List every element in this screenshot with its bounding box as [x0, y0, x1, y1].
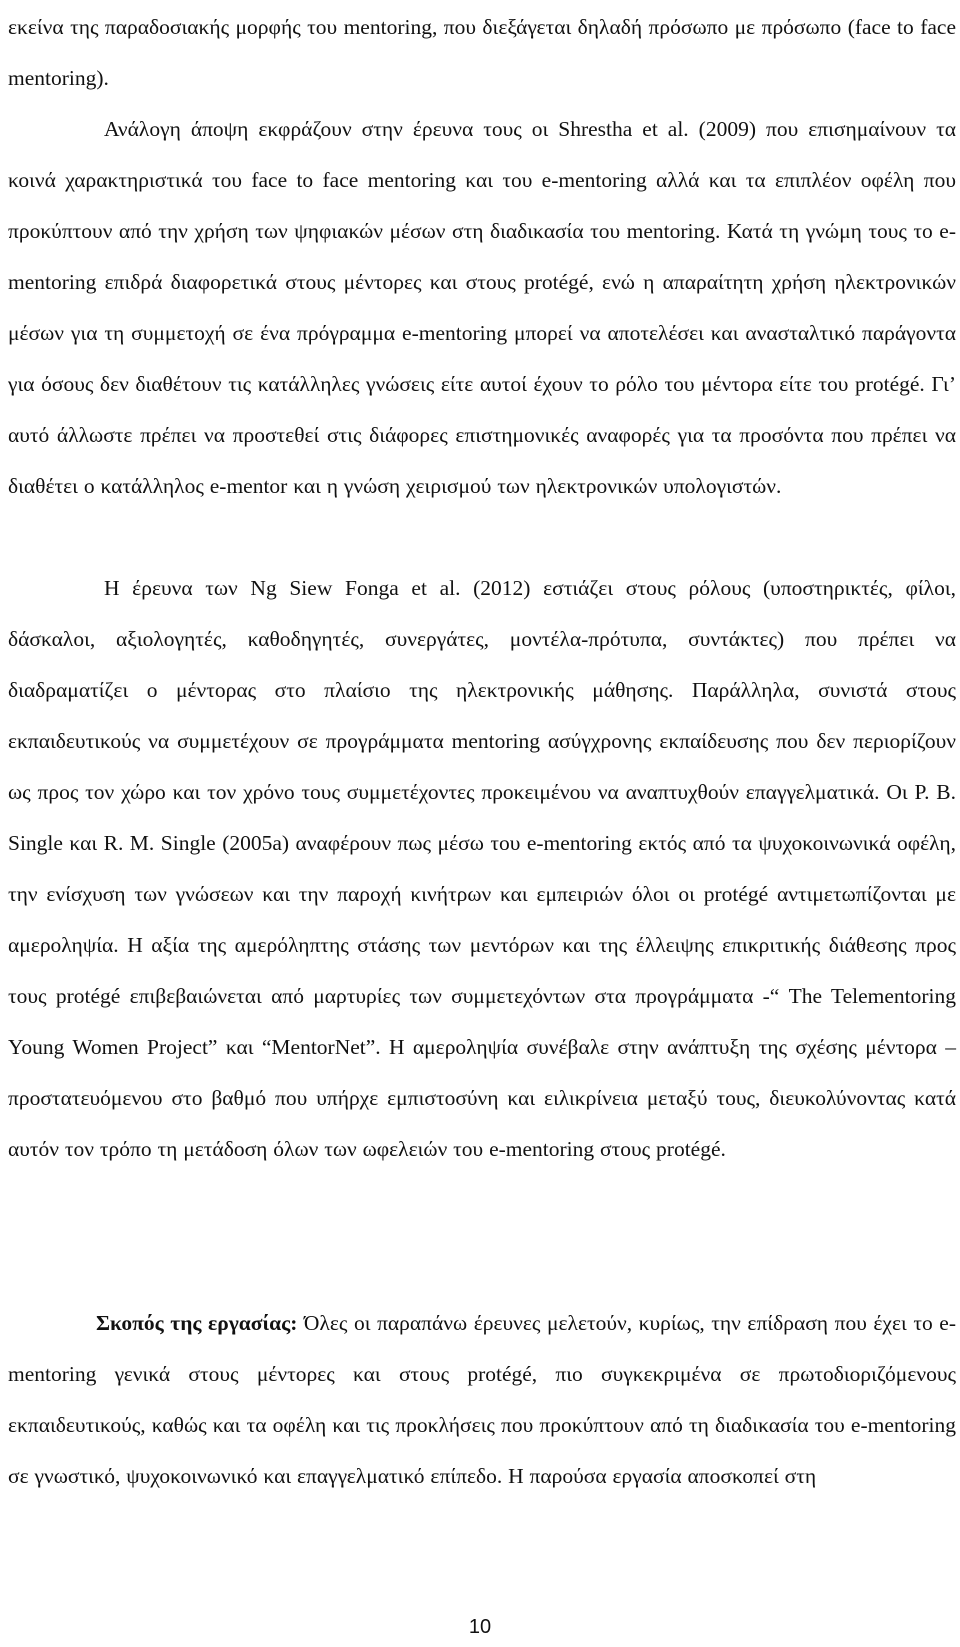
purpose-body: Όλες οι παραπάνω έρευνες μελετούν, κυρίως, την επίδραση που έχει το e-mentoring γενικά στους μέντορες και στους protégé, πιο συγκεκριμένα σε πρωτοδιοριζόμενους εκπαιδευτικούς, καθώς και τα οφέλη και τις προκλήσεις που προκύπτουν από τη διαδικασία του e-mentoring σε γνωστικό, ψυχοκοινωνικό και επαγγελματικό επίπεδο. Η παρούσα εργασία αποσκοπεί στη	[8, 1311, 956, 1488]
paragraph-shrestha	[8, 104, 956, 512]
paragraph-ng-siew-fonga	[8, 563, 956, 1175]
paragraph-1: εκείνα της παραδοσιακής μορφής του mentoring, που διεξάγεται δηλαδή πρόσωπο με πρόσωπο (face to face mentoring).	[8, 15, 956, 90]
page-number: 10	[468, 1616, 492, 1638]
paragraph-3: Η έρευνα των Ng Siew Fonga et al. (2012) εστιάζει στους ρόλους (υποστηρικτές, φίλοι, δάσκαλοι, αξιολογητές, καθοδηγητές, συνεργάτες, μοντέλα-πρότυπα, συντάκτες) που πρέπει να διαδραματίζει ο μέντορας στο πλαίσιο της ηλεκτρονικής μάθησης. Παράλληλα, συνιστά στους εκπαιδευτικούς να συμμετέχουν σε προγράμματα mentoring ασύγχρονης εκπαίδευσης που δεν περιορίζουν ως προς τον χώρο και τον χρόνο τους συμμετέχοντες προκειμένου να αναπτυχθούν επαγγελματικά. Οι P. B. Single και R. M. Single (2005a) αναφέρουν πως μέσω του e-mentoring εκτός από τα ψυχοκοινωνικά οφέλη, την ενίσχυση των γνώσεων και την παροχή κινήτρων και εμπειριών όλοι οι protégé αντιμετωπίζονται με αμεροληψία. Η αξία της αμερόληπτης στάσης των μεντόρων και της έλλειψης επικριτικής διάθεσης προς τους protégé επιβεβαιώνεται από μαρτυρίες των συμμετεχόντων στα προγράμματα -“ The Telementoring Young Women Project” και “MentorNet”. Η αμεροληψία συνέβαλε στην ανάπτυξη της σχέσης μέντορα – προστατευόμενου στο βαθμό που υπήρχε εμπιστοσύνη και ειλικρίνεια μεταξύ τους, διευκολύνοντας κατά αυτόν τον τρόπο τη μετάδοση όλων των ωφελειών του e-mentoring στους protégé.	[8, 576, 956, 1161]
paragraph-4	[8, 1298, 956, 1502]
paragraph-purpose	[8, 1298, 956, 1502]
paragraph-2: Ανάλογη άποψη εκφράζουν στην έρευνα τους οι Shrestha et al. (2009) που επισημαίνουν τα κοινά χαρακτηριστικά του face to face mentoring και του e-mentoring αλλά και τα επιπλέον οφέλη που προκύπτουν από την χρήση των ψηφιακών μέσων στη διαδικασία του mentoring. Κατά τη γνώμη τους το e-mentoring επιδρά διαφορετικά στους μέντορες και στους protégé, ενώ η απαραίτητη χρήση ηλεκτρονικών μέσων για τη συμμετοχή σε ένα πρόγραμμα e-mentoring μπορεί να αποτελέσει και ανασταλτικό παράγοντα για όσους δεν διαθέτουν τις κατάλληλες γνώσεις είτε αυτοί έχουν το ρόλο του μέντορα είτε του protégé. Γι’ αυτό άλλωστε πρέπει να προστεθεί στις διάφορες επιστημονικές αναφορές για τα προσόντα που πρέπει να διαθέτει ο κατάλληλος e-mentor και η γνώση χειρισμού των ηλεκτρονικών υπολογιστών.	[8, 117, 956, 498]
purpose-heading: Σκοπός της εργασίας:	[96, 1311, 298, 1335]
paragraph-continuation	[8, 2, 956, 104]
